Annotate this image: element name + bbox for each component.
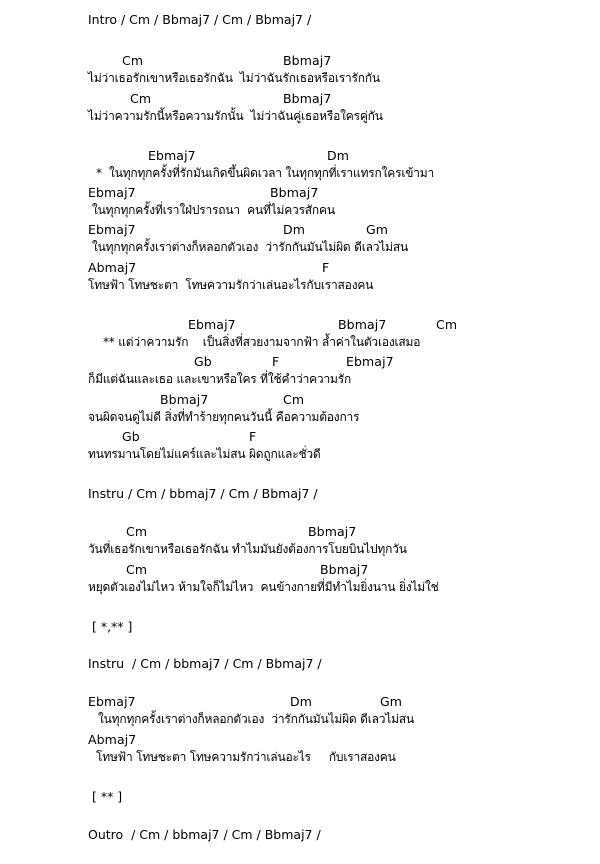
chord-line — [0, 258, 600, 277]
chord-label: Bbmaj7 — [283, 91, 332, 106]
lyric-text: วันที่เธอรักเขาหรือเธอรักฉัน ทำไมมันยังต้องการโบยบินไปทุกวัน — [88, 542, 407, 556]
section-text: Instru / Cm / bbmaj7 / Cm / Bbmaj7 / — [88, 486, 318, 501]
chord-line — [0, 352, 600, 371]
lyric-text: ไม่ว่าความรักนี้หรือความรักนั้น ไม่ว่าฉันคู่เธอหรือใครคู่กัน — [88, 109, 383, 123]
lyric-line — [0, 69, 600, 88]
chord-label: Dm — [290, 694, 313, 709]
lyric-line — [0, 201, 600, 220]
section-text: [ *,** ] — [88, 619, 133, 634]
lyric-text: โทษฟ้า โทษชะตา โทษความรักว่าเล่นอะไร กับเราสองคน — [96, 750, 396, 764]
section-text: [ ** ] — [88, 789, 123, 804]
chord-label: Bbmaj7 — [338, 317, 387, 332]
chord-line — [0, 390, 600, 409]
chord-line — [0, 315, 600, 334]
lyric-line — [0, 540, 600, 559]
section-line — [0, 654, 600, 673]
section-text: Intro / Cm / Bbmaj7 / Cm / Bbmaj7 / — [88, 12, 312, 27]
lyric-line — [0, 164, 600, 183]
section-line — [0, 825, 600, 844]
lyric-line — [0, 238, 600, 257]
chord-label: Dm — [283, 222, 306, 237]
section-line — [0, 10, 600, 29]
lyric-text: ไม่ว่าเธอรักเขาหรือเธอรักฉัน ไม่ว่าฉันรักเธอหรือเรารักกัน — [88, 71, 380, 85]
chord-label: Gm — [380, 694, 403, 709]
chord-label: Gb — [122, 429, 140, 444]
lyric-line — [0, 333, 600, 352]
lyric-text: ในทุกทุกครั้งเราต่างก็หลอกตัวเอง ว่ารักกันมันไม่ผิด ดีเลวไม่สน — [98, 712, 414, 726]
chord-label: Cm — [436, 317, 458, 332]
chord-label: Gb — [194, 354, 212, 369]
lyric-line — [0, 370, 600, 389]
chord-label: Ebmaj7 — [88, 222, 136, 237]
chord-label: Cm — [126, 562, 148, 577]
chord-line — [0, 427, 600, 446]
chord-label: Dm — [327, 148, 350, 163]
chord-label: Cm — [283, 392, 305, 407]
lyric-line — [0, 276, 600, 295]
lyric-text: หยุดตัวเองไม่ไหว ห้ามใจก็ไม่ไหว คนข้างกายที่มีทำไมยิ่งนาน ยิ่งไม่ใช่ — [88, 580, 439, 594]
lyric-line — [0, 445, 600, 464]
chord-label: Bbmaj7 — [160, 392, 209, 407]
chord-label: Abmaj7 — [88, 732, 137, 747]
chord-label: F — [322, 260, 330, 275]
chord-line — [0, 183, 600, 202]
lyric-line — [0, 748, 600, 767]
chord-label: Bbmaj7 — [283, 53, 332, 68]
lyric-text: ** แต่ว่าความรัก เป็นสิ่งที่สวยงามจากฟ้า ล้ำค่าในตัวเองเสมอ — [103, 335, 421, 349]
chord-label: F — [272, 354, 280, 369]
chord-label: Cm — [122, 53, 144, 68]
lyric-text: ในทุกทุกครั้งเราต่างก็หลอกตัวเอง ว่ารักกันมันไม่ผิด ดีเลวไม่สน — [92, 240, 408, 254]
lyric-line — [0, 578, 600, 597]
chord-label: Cm — [130, 91, 152, 106]
chord-label: Ebmaj7 — [188, 317, 236, 332]
chord-line — [0, 89, 600, 108]
lyric-text: ก็มีแต่ฉันและเธอ และเขาหรือใคร ที่ใช้คำว่าความรัก — [88, 372, 352, 386]
chord-line — [0, 522, 600, 541]
chord-line — [0, 220, 600, 239]
lyric-line — [0, 408, 600, 427]
chord-label: Abmaj7 — [88, 260, 137, 275]
section-text: Instru / Cm / bbmaj7 / Cm / Bbmaj7 / — [88, 656, 322, 671]
lyric-text: ในทุกทุกครั้งที่เราใฝ่ปรารถนา คนที่ไม่ควรสักคน — [92, 203, 335, 217]
chord-label: Ebmaj7 — [88, 694, 136, 709]
chord-line — [0, 692, 600, 711]
lyric-line — [0, 710, 600, 729]
chord-label: Ebmaj7 — [148, 148, 196, 163]
lyric-text: โทษฟ้า โทษชะตา โทษความรักว่าเล่นอะไรกับเราสองคน — [88, 278, 374, 292]
lyric-text: * ในทุกทุกครั้งที่รักมันเกิดขึ้นผิดเวลา ในทุกทุกที่เราแทรกใครเข้ามา — [96, 166, 435, 180]
section-line — [0, 484, 600, 503]
lyric-line — [0, 107, 600, 126]
lyric-text: จนผิดจนดูไม่ดี สิ่งที่ทำร้ายทุกคนวันนี้ คือความต้องการ — [88, 410, 360, 424]
chord-label: Cm — [126, 524, 148, 539]
chord-label: Ebmaj7 — [346, 354, 394, 369]
section-text: Outro / Cm / bbmaj7 / Cm / Bbmaj7 / — [88, 827, 321, 842]
section-line — [0, 617, 600, 636]
chord-line — [0, 730, 600, 749]
lyric-text: ทนทรมานโดยไม่แคร์และไม่สน ผิดถูกและชั่วดี — [88, 447, 321, 461]
chord-label: F — [249, 429, 257, 444]
chord-line — [0, 560, 600, 579]
chord-label: Ebmaj7 — [88, 185, 136, 200]
chord-label: Bbmaj7 — [270, 185, 319, 200]
chord-line — [0, 51, 600, 70]
chord-label: Gm — [366, 222, 389, 237]
chord-label: Bbmaj7 — [320, 562, 369, 577]
chord-line — [0, 146, 600, 165]
section-line — [0, 787, 600, 806]
chord-label: Bbmaj7 — [308, 524, 357, 539]
